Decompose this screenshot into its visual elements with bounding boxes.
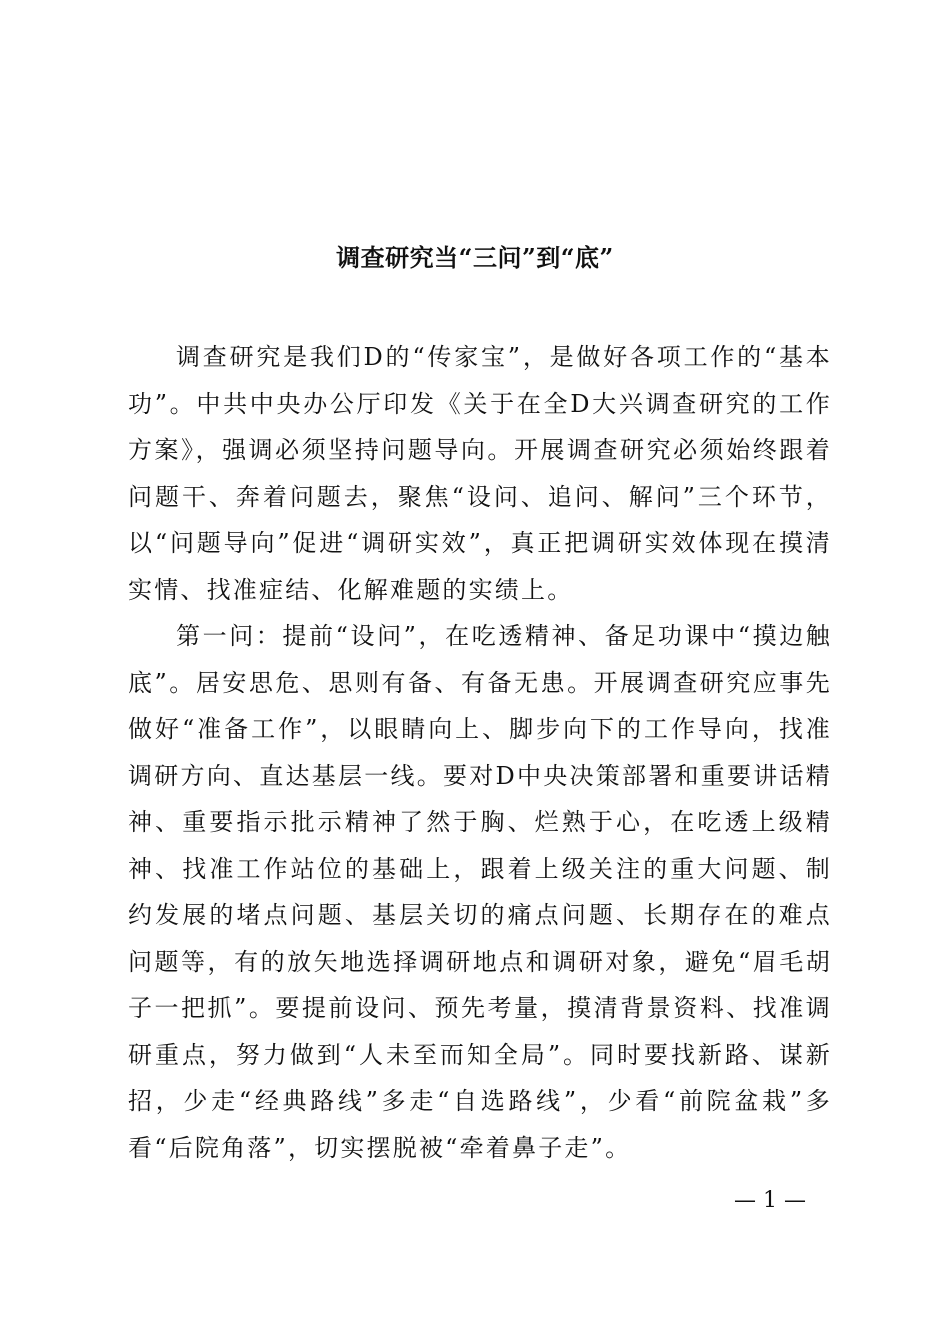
- paragraph-first-question: 第一问：提前“设问”，在吃透精神、备足功课中“摸边触底”。居安思危、思则有备、有备无患。开展调查研究应事先做好“准备工作”，以眼睛向上、脚步向下的工作导向，找准调研方向、直达基层一线。要对D中央决策部署和重要讲话精神、重要指示批示精神了然于胸、烂熟于心，在吃透上级精神、找准工作站位的基础上，跟着上级关注的重大问题、制约发展的堵点问题、基层关切的痛点问题、长期存在的难点问题等，有的放矢地选择调研地点和调研对象，避免“眉毛胡子一把抓”。要提前设问、预先考量，摸清背景资料、找准调研重点，努力做到“人未至而知全局”。同时要找新路、谋新招，少走“经典路线”多走“自选路线”，少看“前院盆栽”多看“后院角落”，切实摆脱被“牵着鼻子走”。: [128, 622, 832, 1162]
- paragraph-intro: 调查研究是我们D的“传家宝”，是做好各项工作的“基本功”。中共中央办公厅印发《关于在全D大兴调查研究的工作方案》，强调必须坚持问题导向。开展调查研究必须始终跟着问题干、奔着问题去，聚焦“设问、追问、解问”三个环节，以“问题导向”促进“调研实效”，真正把调研实效体现在摸清实情、找准症结、化解难题的实绩上。: [128, 343, 832, 604]
- document-title: 调查研究当“三问”到“底”: [336, 243, 614, 272]
- document-body: [128, 334, 832, 1171]
- page-number: — 1 —: [734, 1188, 806, 1213]
